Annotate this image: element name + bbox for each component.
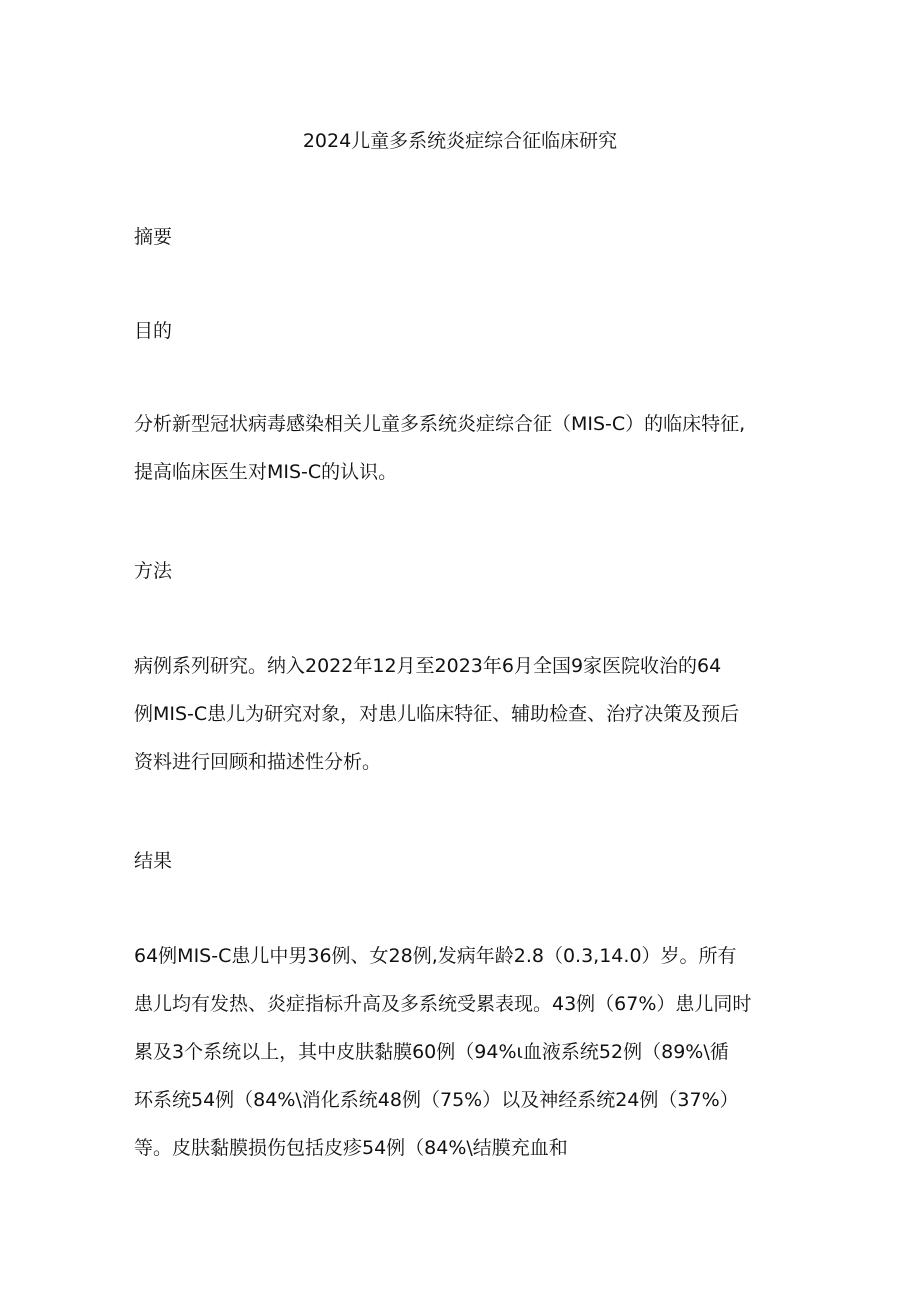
methods-paragraph bbox=[134, 642, 794, 786]
methods-line: 例MIS-C患儿为研究对象，对患儿临床特征、辅助检查、治疗决策及预后 bbox=[134, 703, 740, 725]
objective-heading: 目的 bbox=[134, 320, 173, 342]
abstract-heading: 摘要 bbox=[134, 226, 173, 248]
objective-line: 提高临床医生对MIS-C的认识。 bbox=[134, 461, 398, 483]
methods-line: 病例系列研究。纳入2022年12月至2023年6月全国9家医院收治的64 bbox=[134, 655, 722, 677]
objective-paragraph bbox=[134, 400, 794, 496]
results-line: 等。皮肤黏膜损伤包括皮疹54例（84%\结膜充血和 bbox=[134, 1137, 568, 1159]
methods-line: 资料进行回顾和描述性分析。 bbox=[134, 751, 382, 773]
results-line: 累及3个系统以上，其中皮肤黏膜60例（94%ι血液系统52例（89%\循 bbox=[134, 1041, 729, 1063]
results-line: 患儿均有发热、炎症指标升高及多系统受累表现。43例（67%）患儿同时 bbox=[134, 993, 752, 1015]
results-paragraph bbox=[134, 932, 794, 1172]
objective-line: 分析新型冠状病毒感染相关儿童多系统炎症综合征（MIS-C）的临床特征, bbox=[134, 413, 746, 435]
document-title: 2024儿童多系统炎症综合征临床研究 bbox=[302, 130, 618, 152]
results-line: 64例MIS-C患儿中男36例、女28例,发病年龄2.8（0.3,14.0）岁。所有 bbox=[134, 945, 737, 967]
results-heading: 结果 bbox=[134, 850, 173, 872]
results-line: 环系统54例（84%\消化系统48例（75%）以及神经系统24例（37%） bbox=[134, 1089, 739, 1111]
methods-heading: 方法 bbox=[134, 560, 173, 582]
